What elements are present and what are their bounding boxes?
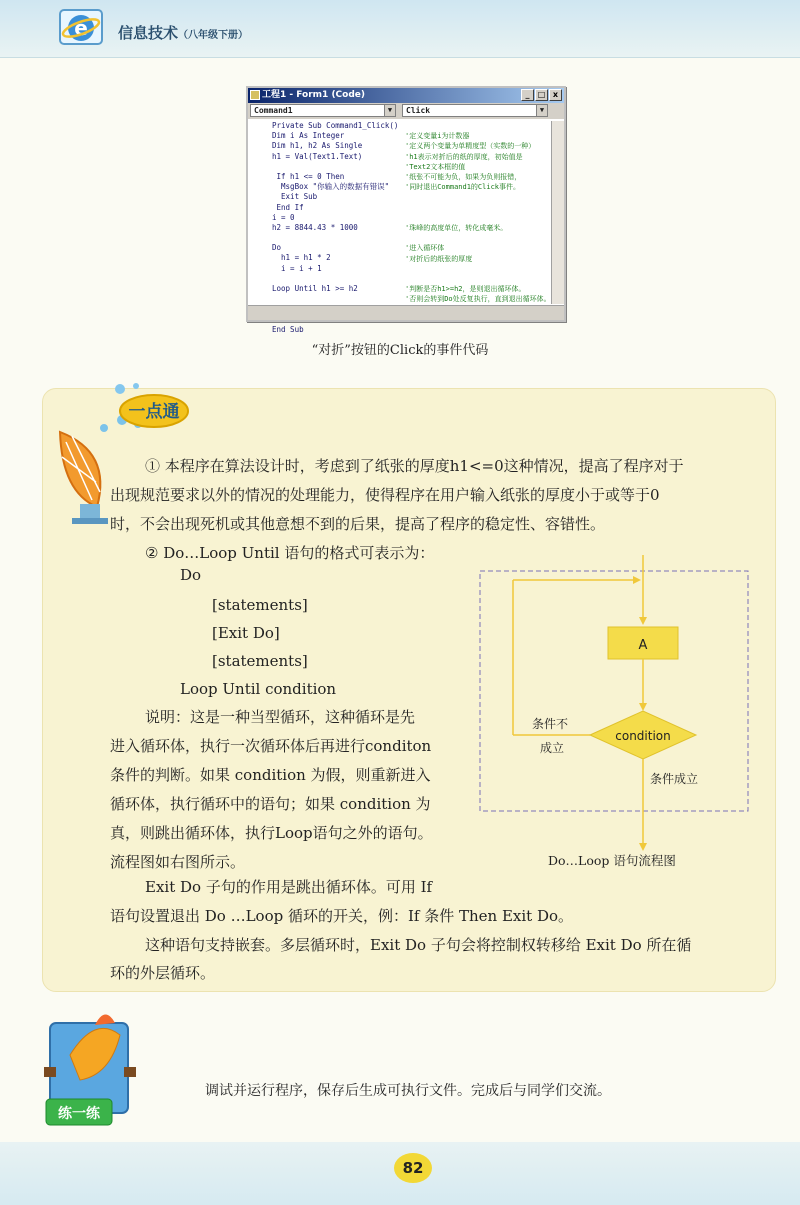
code-line: i = 0 — [272, 212, 295, 222]
paragraph-3-line-4: 循环体，执行循环中的语句；如果 condition 为 — [110, 795, 431, 813]
page-number: 82 — [394, 1153, 432, 1183]
code-line — [272, 274, 550, 284]
object-combo[interactable]: Command1 ▼ — [250, 104, 396, 117]
code-comment: '进入循环体 — [405, 244, 445, 253]
code-line: Do — [272, 243, 282, 253]
code-window-titlebar: 工程1 - Form1 (Code) _ □ x — [248, 88, 564, 103]
code-comment: 'h1表示对折后的纸的厚度，初始值是 — [405, 152, 523, 161]
false-label-1: 条件不 — [532, 717, 569, 731]
true-label: 条件成立 — [650, 772, 699, 786]
code-line: h1 = h1 * 2 — [272, 253, 331, 263]
minimize-button[interactable]: _ — [521, 89, 534, 101]
paragraph-4-line-1: Exit Do 子句的作用是跳出循环体。可用 If — [145, 878, 433, 896]
code-line: Dim h1, h2 As Single — [272, 141, 363, 151]
paragraph-1-line-2: 出现规范要求以外的情况的处理能力，使得程序在用户输入纸张的厚度小于或等于0 — [110, 486, 660, 504]
maximize-button[interactable]: □ — [535, 89, 548, 101]
practice-badge — [40, 1005, 140, 1130]
code-comment: '珠峰的高度单位，转化成毫米。 — [405, 224, 508, 232]
code-comment: '对折后的纸张的厚度 — [405, 254, 473, 263]
chevron-down-icon: ▼ — [536, 105, 547, 116]
paragraph-3-line-5: 真，则跳出循环体，执行Loop语句之外的语句。 — [110, 824, 433, 842]
syntax-statements-2: [statements] — [212, 652, 308, 670]
code-line: Exit Sub — [272, 192, 318, 202]
code-line — [272, 233, 550, 243]
paragraph-2: ② Do…Loop Until 语句的格式可表示为： — [145, 544, 435, 562]
flow-decision-label: condition — [615, 729, 671, 743]
arrow-head-icon — [633, 576, 641, 584]
code-editor[interactable] — [250, 121, 551, 334]
close-button[interactable]: x — [549, 89, 562, 101]
syntax-statements-1: [statements] — [212, 596, 308, 614]
syntax-loop-until: Loop Until condition — [180, 680, 337, 698]
code-line: MsgBox "你输入的数据有错误" — [272, 182, 390, 192]
code-comment: '判断是否h1>=h2，是则退出循环体。 — [405, 285, 526, 294]
code-line: If h1 <= 0 Then — [272, 171, 345, 181]
code-line: End Sub — [272, 324, 304, 334]
code-line: Loop Until h1 >= h2 — [272, 284, 358, 293]
procedure-combo[interactable]: Click ▼ — [402, 104, 548, 117]
code-line: Private Sub Command1_Click() — [272, 121, 399, 130]
paragraph-3-line-6: 流程图如右图所示。 — [110, 853, 246, 871]
code-comment: '定义两个变量为单精度型（实数的一种） — [405, 142, 536, 151]
code-comment: '否则会转到Do处反复执行，直到退出循环体。 — [405, 295, 551, 304]
syntax-do: Do — [180, 566, 202, 584]
paragraph-4-line-2: 语句设置退出 Do …Loop 循环的开关，例：If 条件 Then Exit Do。 — [110, 907, 574, 925]
code-comment: '同时退出Command1的Click事件。 — [405, 183, 521, 192]
code-window — [246, 86, 566, 334]
flowchart-caption: Do…Loop 语句流程图 — [548, 853, 676, 868]
paragraph-3-line-1: 说明：这是一种当型循环，这种循环是先 — [145, 708, 416, 726]
false-label-2: 成立 — [540, 741, 565, 755]
flow-process-label: A — [638, 638, 648, 653]
book-title: 信息技术（八年级下册） — [118, 24, 249, 42]
paragraph-1-line-1: ① 本程序在算法设计时，考虑到了纸张的厚度h1<=0这种情况，提高了程序对于 — [145, 457, 684, 475]
flowchart-frame — [480, 571, 748, 811]
code-line: Dim i As Integer — [272, 131, 345, 141]
tip-badge — [108, 383, 190, 429]
window-icon — [250, 90, 260, 100]
arrow-head-icon — [639, 703, 647, 711]
arrow-head-icon — [639, 617, 647, 625]
syntax-exit-do: [Exit Do] — [212, 624, 280, 642]
ie-logo-icon — [58, 6, 106, 50]
vertical-scrollbar[interactable] — [551, 121, 564, 304]
paragraph-3-line-2: 进入循环体，执行一次循环体后再进行conditon — [110, 737, 432, 755]
chevron-down-icon: ▼ — [384, 105, 395, 116]
code-line: i = i + 1 — [272, 263, 322, 273]
code-line: h2 = 8844.43 * 1000 — [272, 222, 358, 232]
code-line: End If — [272, 202, 304, 212]
svg-text:一点通: 一点通 — [128, 402, 180, 422]
horizontal-scrollbar[interactable] — [248, 305, 564, 320]
code-line: h1 = Val(Text1.Text) — [272, 151, 363, 161]
code-comment: 'Text2文本框的值 — [405, 162, 466, 171]
code-comment: '纸张不可能为负，如果为负则报错， — [405, 173, 522, 181]
practice-text: 调试并运行程序，保存后生成可执行文件。完成后与同学们交流。 — [205, 1083, 611, 1099]
svg-text:e: e — [74, 16, 88, 40]
svg-text:练一练: 练一练 — [58, 1106, 100, 1122]
code-caption: “对折”按钮的Click的事件代码 — [311, 343, 489, 358]
code-comment: '定义变量i为计数器 — [405, 132, 470, 141]
arrow-head-icon — [639, 843, 647, 851]
paragraph-5-line-1: 这种语句支持嵌套。多层循环时，Exit Do 子句会将控制权转移给 Exit Do 所在循 — [145, 936, 692, 954]
paragraph-1-line-3: 时，不会出现死机或其他意想不到的后果，提高了程序的稳定性、容错性。 — [110, 515, 606, 533]
paragraph-3-line-3: 条件的判断。如果 condition 为假，则重新进入 — [110, 766, 431, 784]
paragraph-5-line-2: 环的外层循环。 — [110, 964, 216, 982]
flowchart — [470, 555, 760, 855]
